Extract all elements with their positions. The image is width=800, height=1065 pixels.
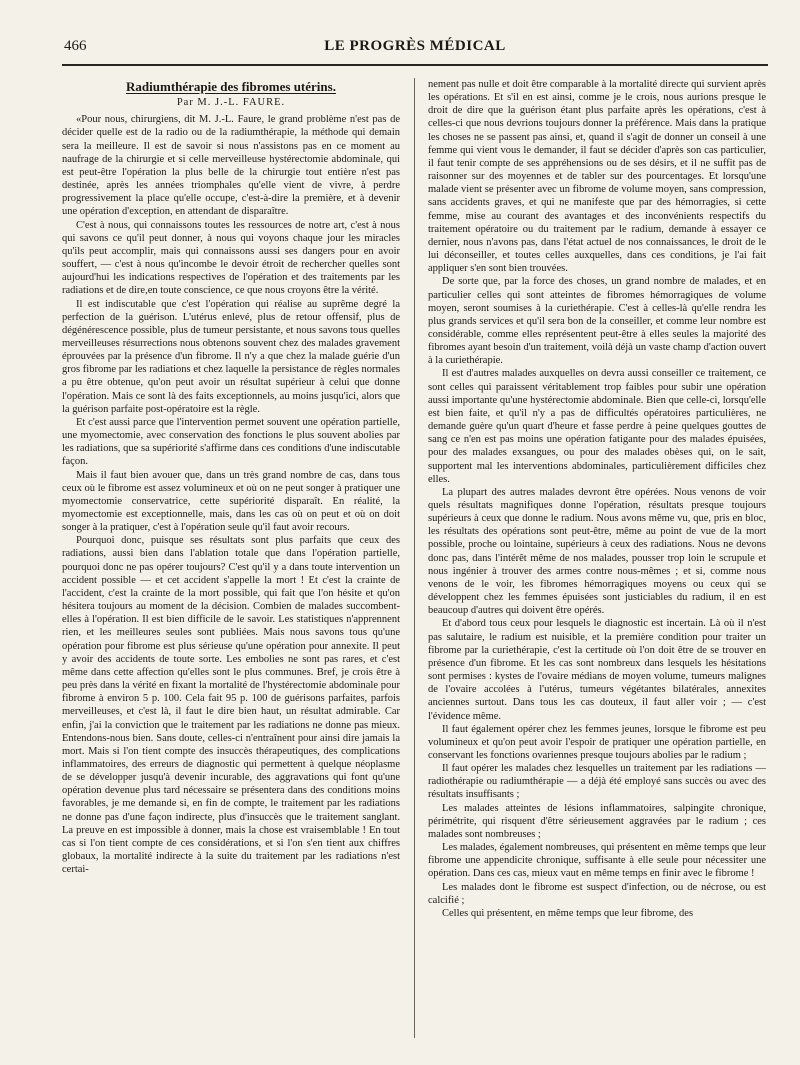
paragraph: De sorte que, par la force des choses, un grand nombre de malades, et en particulier celles qui sont atteintes de fibromes hémorragiques de volume moyen, seront soumises à la curiethérapie. C'est à celles-là qu'elle rendra les plus grands services et qu'il sera bon de la conseiller, et comme leur nombre est considérable, comme elles représentent peut-être à elles seules la majorité des fibromes ayant besoin d'un traitement, voilà déjà un vaste champ d'action ouvert à la curiethérapie. — [428, 276, 766, 367]
paragraph: Les malades, également nombreuses, qui présentent en même temps que leur fibrome une appendicite chronique, suffisante à elle seule pour nécessiter une opération. Dans ces cas, mieux vaut en même temps en finir avec le fibrome ! — [428, 842, 766, 880]
paragraph: La plupart des autres malades devront être opérées. Nous venons de voir quels résultats magnifiques donne l'opération, résultats presque toujours supérieurs à ceux que donne le radium. Nous avons même vu, que, pris en bloc, les résultats des opérations sont peut-être, même au point de vue de la mort possible, proche ou lointaine, supérieurs à ceux des radiations. Nous ne devons donc pas, dans l'intérêt même de nos malades, pousser trop loin le scrupule et nous ingénier à trouver des armes contre nous-mêmes ; et si, comme nous venons de le voir, les fibromes hémorragiques moyens ou ceux qui se développent chez les femmes épuisées sont justiciables du radium, il en est beaucoup d'autres qui doivent être opérés. — [428, 486, 766, 617]
paragraph: Et c'est aussi parce que l'intervention permet souvent une opération partielle, une myomectomie, avec conservation des fonctions le plus souvent abolies par les radiations, que sa supériorité s'affirme dans ces conditions d'une indiscutable façon. — [62, 416, 400, 468]
paragraph: Il est indiscutable que c'est l'opération qui réalise au suprême degré la perfection de la guérison. L'utérus enlevé, plus de retour offensif, plus de dégénérescence possible, plus de tumeur persistante, et nous savons tous quelles merveilleuses résurrections nous obtenons souvent chez des malades gravement éprouvées par la présence d'un fibrome. Il n'y a que chez la malade guérie d'un gros fibrome par les radiations et chez laquelle la persistance de règles normales a pu être obtenue, qu'on peut avoir un résultat supérieur à celui que donne l'opération. Mais ce sont là des faits exceptionnels, au moins jusqu'ici, alors que la guérison parfaite post-opératoire est la règle. — [62, 298, 400, 415]
paragraph: C'est à nous, qui connaissons toutes les ressources de notre art, c'est à nous qui savons ce qu'il peut donner, à nous qui voyons chaque jour les miracles qu'ils peut accomplir, mais qui connaissons aussi ses dangers pour en avoir souffert, — c'est à nous qu'incombe le devoir étroit de rechercher quelles sont aujourd'hui les indications respectives de l'opération et des traitements par les radiations et de dire,en toute conscience, ce que nous croyons être la vérité. — [62, 219, 400, 297]
article-title: Radiumthérapie des fibromes utérins. — [126, 79, 336, 94]
paragraph: Mais il faut bien avouer que, dans un très grand nombre de cas, dans tous ceux où le fibrome est assez volumineux et où on ne peut songer à pratiquer une myomectomie conservatrice, cette supériorité disparaît. En réalité, la myomectomie est exceptionnelle, mais, dans les cas où on peut et où on doit songer à la pratiquer, c'est à l'opération seule qu'il faut avoir recours. — [62, 469, 400, 534]
paragraph: Et d'abord tous ceux pour lesquels le diagnostic est incertain. Là où il n'est pas salutaire, le radium est nuisible, et la première condition pour traiter un fibrome par la curiethérapie, c'est la certitude où l'on doit être de se trouver en présence d'un fibrome. Et les cas sont nombreux dans lesquels les hésitations sont permises : kystes de l'ovaire médians de moyen volume, tumeurs malignes de l'ovaire accolées à l'utérus, tumeurs végétantes bilatérales, annexites anciennes surtout. Dans tous les cas douteux, il faut aller voir ; — c'est l'évidence même. — [428, 618, 766, 722]
page-header — [64, 38, 766, 60]
journal-title: LE PROGRÈS MÉDICAL — [324, 38, 506, 54]
paragraph: Les malades atteintes de lésions inflammatoires, salpingite chronique, périmétrite, qui risquent d'être sérieusement aggravées par le radium ; ces malades sont nombreuses ; — [428, 802, 766, 840]
paragraph: Pourquoi donc, puisque ses résultats sont plus parfaits que ceux des radiations, aussi bien dans l'ablation totale que dans l'opération partielle, pourquoi donc ne pas opérer toujours? C'est qu'il y a dans toute intervention un accident possible — et cet accident s'appelle la mort ! Et c'est la crainte de l'accident, c'est la crainte de la mort possible, qui fait que l'on hésite et qu'on hésitera toujours au moment de la décision. Combien de malades succombent-elles à l'opération. Il est bien difficile de le savoir. Les statistiques n'apprennent rien, et les meilleures seules sont publiées. Mais nous savons tous qu'une opération pour fibrome est plus sérieuse qu'une opération pour annexite. Il peut y avoir des accidents de toute sorte. Les embolies ne sont pas rares, et c'est même dans cette affection qu'elles sont le plus communes. Bref, je crois être à peu près dans la vérité en fixant la mortalité de l'hystérectomie abdominale pour fibrome à environ 5 p. 100. Cela fait 95 p. 100 de guérisons parfaites, parfois merveilleuses, et c'est là, il faut le dire bien haut, un résultat admirable. Car enfin, j'ai la conviction que le traitement par les radiations ne donne pas mieux. Entendons-nous bien. Sans doute, celles-ci n'entraînent pour ainsi dire jamais la mort. Mais si l'on tient compte des insuccès thérapeutiques, des complications inflammatoires, des erreurs de diagnostic qui permettent à quelque néoplasme de se développer jusqu'à devenir incurable, des aggravations qui font qu'une opération devenue plus tard nécessaire se présentera dans des conditions moins favorables, je me demande si, en fin de compte, le traitement par les radiations ne donne pas d'une façon indirecte, plus d'insuccès que le traitement sanglant. La preuve en est impossible à donner, mais la chose est vraisemblable ! En tout cas si l'on tient compte de ces considérations, et si l'on s'en tient aux chiffres globaux, la mortalité indirecte à la suite du traitement par les radiations n'est certai- — [62, 535, 400, 876]
right-column — [428, 78, 766, 920]
header-rule — [62, 64, 768, 66]
paragraph: Celles qui présentent, en même temps que leur fibrome, des — [442, 907, 694, 919]
column-divider — [414, 78, 415, 1038]
page-number: 466 — [64, 38, 87, 54]
paragraph: Il est d'autres malades auxquelles on devra aussi conseiller ce traitement, ce sont celles qui paraissent véritablement trop faibles pour subir une opération aussi importante qu'une hystérectomie abdominale. Bien que celle-ci, lorsqu'elle est bien faite, et qu'il n'y a pas de difficultés opératoires particulières, ne demande guère qu'un quart d'heure et fasse perdre à peine quelques gouttes de sang ce n'en est pas moins une opération fatigante pour des malades épuisées, pour des malades exsangues, ou pour des malades obèses qui, on le sait, supportent mal les interventions abdominales, particulièrement difficiles chez elles. — [428, 368, 766, 485]
paragraph-continuation: nement pas nulle et doit être comparable à la mortalité directe qui survient après les opérations. Et s'il en est ainsi, comme je le crois, nous aurions presque le droit de dire que la guérison étant plus parfaite après les opérations, c'est à celles-ci que nous devrions toujours donner la préférence. Mais dans la pratique les choses ne se passent pas ainsi, et, quand il s'agit de donner un conseil à une femme qui vient vous le demander, il faut se décider d'après son cas particulier, il faut tenir compte de ses appréhensions ou de ses désirs, et il ne suffit pas de raisonner sur des moyennes et de tabler sur des pourcentages. Et lorsqu'une malade vient se présenter avec un fibrome de volume moyen, sans compression, sans accidents graves, et qui ne manifeste que par des hémorragies, si cette femme, mise au courant des avantages et des inconvénients respectifs du traitement opératoire ou du traitement par le radium, demande à essayer ce dernier, nous n'avons pas, dans l'état actuel de nos connaissances, le droit de le lui déconseiller, et toutes celles auxquelles, dans ces conditions, je l'ai fait appliquer s'en sont bien trouvées. — [428, 79, 766, 275]
paragraph: Il faut également opérer chez les femmes jeunes, lorsque le fibrome est peu volumineux et qu'on peut avoir l'espoir de pratiquer une opération partielle, en conservant les fonctions ovariennes presque toujours abolies par le radium ; — [428, 723, 766, 761]
paragraph: Les malades dont le fibrome est suspect d'infection, ou de nécrose, ou est calcifié ; — [428, 881, 766, 906]
paragraph: Il faut opérer les malades chez lesquelles un traitement par les radiations — radiothérapie ou radiumthérapie — a déjà été employé sans succès ou avec des résultats insuffisants ; — [428, 763, 766, 801]
article-byline: Par M. J.-L. FAURE. — [176, 97, 286, 109]
left-column — [62, 78, 400, 876]
paragraph: «Pour nous, chirurgiens, dit M. J.-L. Faure, le grand problème n'est pas de décider quelle est de la radio ou de la radiumthérapie, la méthode qui demain sera la meilleure. Il est de savoir si nous n'assistons pas en ce moment au naufrage de la chirurgie et si celle merveilleuse hystérectomie abdominale, qui est peut-être l'opération la plus belle de la chirurgie tout entière n'est pas destinée, après les années triomphales qu'elle vient de vivre, à perdre progressivement la place qu'elle occupe, c'est-à-dire la première, et à devenir une opération d'exception, en attendant de disparaître. — [62, 114, 400, 218]
